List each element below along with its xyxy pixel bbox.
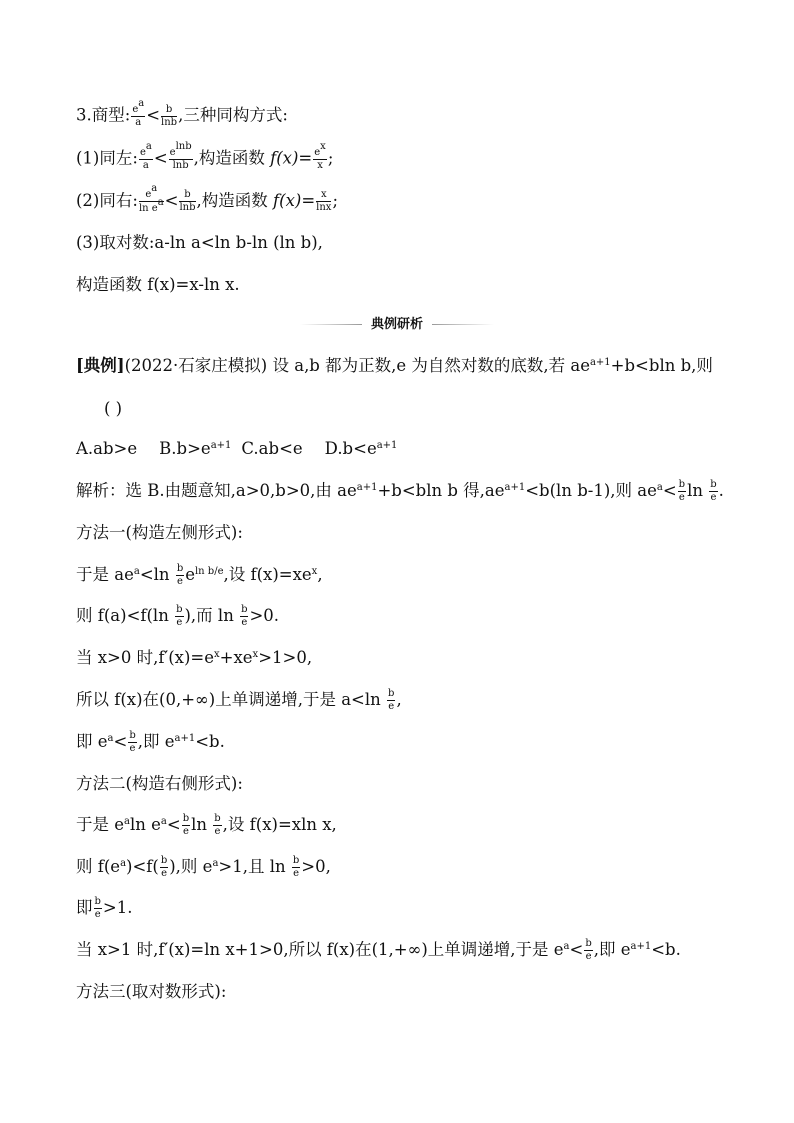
line-same-left: (1)同左: $\frac{e^a}{a}$ < $\frac{e^{lnb}}{\ln b}$ ,构造函数 f(x)= $\frac{e^x}{x}$ ; [76,141,334,171]
method-one-step2: 则 f(a)<f(ln $\frac{b}{e}$ ),而 ln $\frac{b}{e}$ >0. [76,604,280,628]
fraction: $\frac{e^a}{\ln e^a}$ [138,183,164,214]
section-divider [300,315,494,335]
fraction: $\frac{b}{e}$ [94,896,101,920]
fraction: $\frac{e^x}{x}$ [314,141,326,171]
method-two-step1: 于是 $e^a\ln$ $e^a<$ $\frac{b}{e}$ ln $\frac{b}{e}$ ,设 f(x)=xln x, [76,813,337,837]
text: 3.商型: [76,105,131,125]
fraction: $\frac{b}{e}$ [241,604,248,628]
line-quotient-type: 3.商型: $\frac{e^a}{a}$ < $\frac{b}{\ln b}$ ,三种同构方式: [76,98,288,128]
fraction: $\frac{b}{e}$ [182,813,190,837]
line-construct-function: 构造函数 f(x)=x-ln x. [76,275,240,294]
method-two-heading: 方法二(构造右侧形式): [76,774,243,793]
line-take-log: (3)取对数:a-ln a<ln b-ln (ln b), [76,233,323,252]
fraction: $\frac{b}{e}$ [214,813,221,837]
divider-line-right [432,324,494,325]
fraction: $\frac{b}{e}$ [585,938,592,962]
fraction: $\frac{b}{\ln b}$ [179,189,196,213]
example-question: [典例](2022·石家庄模拟) 设 a,b 都为正数,e 为自然对数的底数,若 $ae^{a+1}+b<bln$ b,则 [76,356,713,375]
method-one-heading: 方法一(构造左侧形式): [76,523,243,542]
fraction: $\frac{b}{e}$ [176,604,183,628]
answer-options [76,438,397,460]
fraction: $\frac{e^a}{a}$ [132,98,145,128]
method-two-step4: 当 x>1 时,f′(x)=ln x+1>0,所以 f(x)在(1,+∞)上单调递增,于是 $e^a<$ $\frac{b}{e}$ ,即 $e^{a+1}<b$. [76,938,681,962]
fraction: $\frac{b}{e}$ [710,479,717,503]
method-one-step5: 即 $e^a<$ $\frac{b}{e}$ ,即 $e^{a+1}<b$. [76,730,225,754]
fraction: $\frac{b}{\ln b}$ [161,103,178,128]
fraction: $\frac{b}{e}$ [292,855,300,879]
option-d: $D.b<e^{a+1}$ [324,439,398,458]
answer-blank: ( ) [104,399,123,418]
option-c: C.ab<e [241,439,303,458]
method-one-step4: 所以 f(x)在(0,+∞)上单调递增,于是 a<ln $\frac{b}{e}$ , [76,688,402,712]
method-one-step1: 于是 $ae^a<\ln$ $\frac{b}{e}$ $e^{ln b/e}$,设 $f(x)=xe^x$, [76,563,323,587]
method-two-step2: 则 $f(e^a)<f$( $\frac{b}{e}$ ),则 $e^a>1$,且 ln $\frac{b}{e}$ >0, [76,855,331,879]
line-same-right: (2)同右: $\frac{e^a}{\ln e^a}$ < $\frac{b}{\ln b}$ ,构造函数 f(x)= $\frac{x}{\ln x}$ ; [76,183,338,214]
solution-line: 解析：选 B.由题意知,a>0,b>0,由 $ae^{a+1}+b<bln$ b 得$,ae^{a+1}<b(\ln$ b-1),则 $ae^a<$ $\frac{b}{e}$ ln $\frac{b}{e}$ . [76,479,724,503]
fraction: $\frac{b}{e}$ [388,688,395,712]
example-tag: [典例] [76,356,125,375]
fraction: $\frac{b}{e}$ [129,730,136,754]
fraction: $\frac{x}{\ln x}$ [316,189,332,213]
method-two-step3: 即 $\frac{b}{e}$ >1. [76,896,133,920]
fraction: $\frac{e^a}{a}$ [139,141,152,171]
fraction: $\frac{e^{lnb}}{\ln b}$ [169,141,192,171]
fraction: $\frac{b}{e}$ [160,855,168,879]
fraction: $\frac{b}{e}$ [678,479,686,503]
section-title: 典例研析 [370,317,423,332]
option-b: $B.b>e^{a+1}$ [159,439,232,458]
method-three-heading: 方法三(取对数形式): [76,982,227,1001]
method-one-step3: 当 x>0 时$,f'(x)=e^x+xe^x>1>0$, [76,648,313,667]
option-a: A.ab>e [76,439,138,458]
fraction: $\frac{b}{e}$ [176,563,184,587]
